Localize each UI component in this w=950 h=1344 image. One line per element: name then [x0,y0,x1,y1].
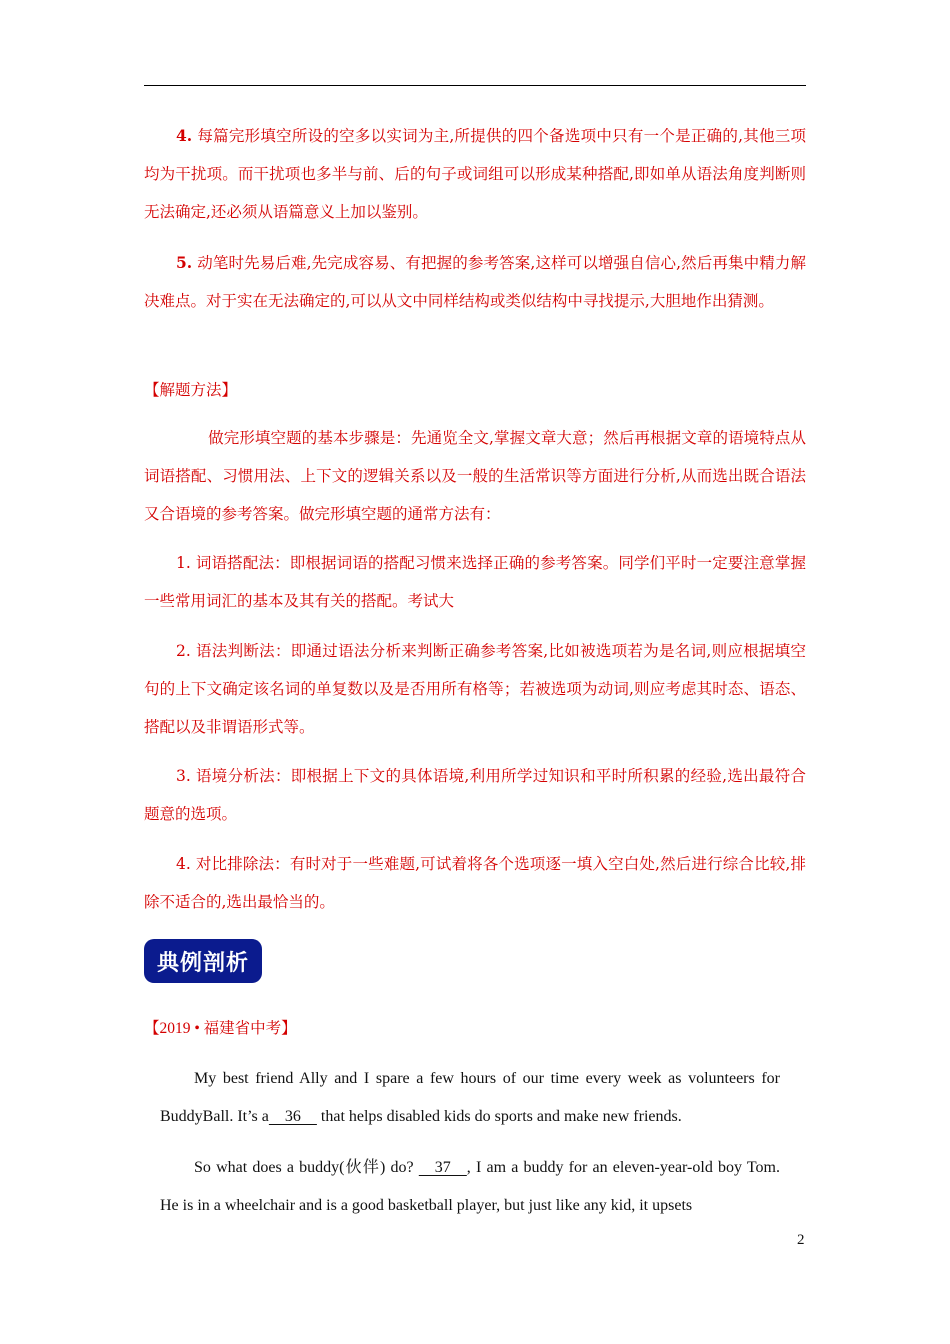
tip-4 [144,117,806,231]
method-1 [144,544,806,620]
method-intro [144,419,806,533]
header-rule [144,85,806,86]
method-3 [144,757,806,833]
blank-37: 37 [418,1159,467,1176]
method-1-number: 1. [176,554,191,572]
method-2 [144,632,806,746]
method-2-number: 2. [176,642,191,660]
method-1-text: 词语搭配法：即根据词语的搭配习惯来选择正确的参考答案。同学们平时一定要注意掌握一些常用词汇的基本及其有关的搭配。考试大 [144,554,806,610]
blank-36: 36 [268,1108,317,1125]
passage-paragraph-1 [160,1060,780,1136]
method-2-text: 语法判断法：即通过语法分析来判断正确参考答案,比如被选项若为是名词,则应根据填空句的上下文确定该名词的单复数以及是否用所有格等；若被选项为动词,则应考虑其时态、语态、搭配以及非谓语形式等。 [144,642,806,736]
method-heading: 【解题方法】 [144,381,238,399]
passage-p2-after: , I am a buddy for an eleven-year-old boy Tom. He is in a wheelchair and is a good basketball player, but just like any kid, it upsets [160,1159,781,1214]
tip-5-number: 5. [176,253,193,272]
method-intro-text: 做完形填空题的基本步骤是：先通览全文,掌握文章大意；然后再根据文章的语境特点从词语搭配、习惯用法、上下文的逻辑关系以及一般的生活常识等方面进行分析,从而选出既合语法又合语境的参考答案。做完形填空题的通常方法有： [144,429,806,523]
tip-5-text: 动笔时先易后难,先完成容易、有把握的参考答案,这样可以增强自信心,然后再集中精力解决难点。对于实在无法确定的,可以从文中同样结构或类似结构中寻找提示,大胆地作出猜测。 [144,254,806,310]
section-badge: 典例剖析 [145,940,261,982]
source-label: 【2019 • 福建省中考】 [144,1020,297,1037]
passage-p1-before: My best friend Ally and I spare a few hours of our time every week as volunteers for BuddyBall. It’s a [160,1070,780,1125]
page-number: 2 [797,1232,805,1248]
method-3-number: 3. [176,767,191,785]
passage-p2-before: So what does a buddy(伙伴) do? [194,1159,419,1176]
method-3-text: 语境分析法：即根据上下文的具体语境,利用所学过知识和平时所积累的经验,选出最符合题意的选项。 [144,767,806,823]
tip-5 [144,244,806,320]
method-4-text: 对比排除法：有时对于一些难题,可试着将各个选项逐一填入空白处,然后进行综合比较,排除不适合的,选出最恰当的。 [144,855,806,911]
method-4-number: 4. [176,855,191,873]
passage-p1-after: that helps disabled kids do sports and make new friends. [316,1108,682,1125]
tip-4-number: 4. [176,126,193,145]
method-4 [144,845,806,921]
passage-paragraph-2 [160,1149,780,1225]
tip-4-text: 每篇完形填空所设的空多以实词为主,所提供的四个备选项中只有一个是正确的,其他三项均为干扰项。而干扰项也多半与前、后的句子或词组可以形成某种搭配,即如单从语法角度判断则无法确定,还必须从语篇意义上加以鉴别。 [144,127,806,221]
